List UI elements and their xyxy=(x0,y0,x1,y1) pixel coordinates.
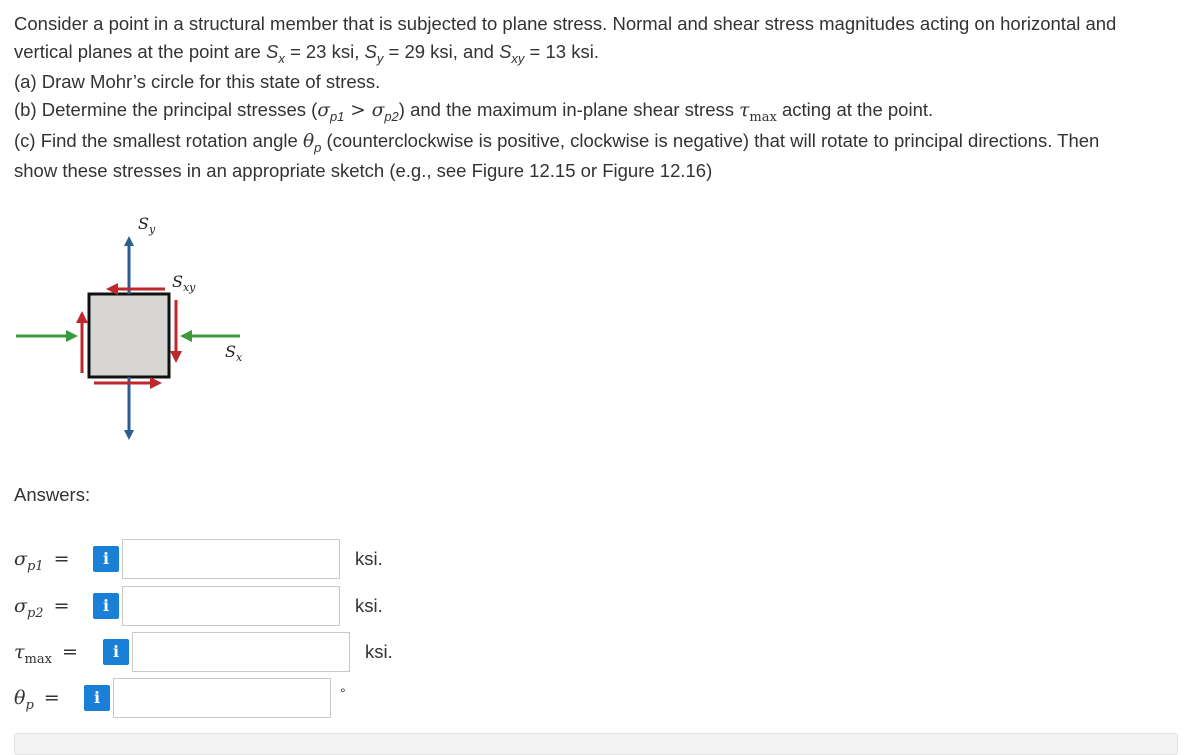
theta-symbol: θ xyxy=(302,131,315,152)
problem-line-2 xyxy=(14,38,1179,68)
sigma-p2-subscript: p2 xyxy=(384,109,399,124)
sxy-value: = 13 ksi. xyxy=(524,41,599,62)
part-b-text-1: (b) Determine the principal stresses ( xyxy=(14,99,318,120)
part-c-text-1: (c) Find the smallest rotation angle xyxy=(14,130,303,151)
tau-symbol: τ xyxy=(739,100,750,121)
stress-element-square xyxy=(89,294,169,377)
theta-p-label: $\theta_p$ = xyxy=(14,687,60,713)
sx-value: = 23 ksi, xyxy=(284,41,365,62)
greater-than: > xyxy=(344,100,372,121)
info-button-theta-p[interactable]: i xyxy=(84,685,110,711)
sx-symbol: S xyxy=(265,41,279,62)
part-b-text-3: acting at the point. xyxy=(776,99,934,120)
sy-symbol: S xyxy=(364,41,377,62)
line2-text: vertical planes at the point are xyxy=(14,41,266,62)
sigma-p2-label: $\sigma_{p2}$ = xyxy=(14,595,70,621)
sigma-p1-input[interactable] xyxy=(122,539,340,579)
label-sx: $S_x$ xyxy=(225,342,243,364)
label-sxy: $S_{xy}$ xyxy=(172,272,196,294)
info-button-sigma-p2[interactable]: i xyxy=(93,593,119,619)
info-button-tau-max[interactable]: i xyxy=(103,639,129,665)
answer-row-tau-max xyxy=(14,632,434,672)
part-a: (a) Draw Mohr’s circle for this state of stress. xyxy=(14,71,381,92)
problem-line-1: Consider a point in a structural member that is subjected to plane stress. Normal and shear stress magnitudes acting on horizontal and xyxy=(14,13,1117,34)
tau-subscript: max xyxy=(749,110,777,125)
label-sy: $S_y$ xyxy=(138,214,156,236)
tau-max-unit: ksi. xyxy=(365,641,393,662)
part-b-text-2: ) and the maximum in-plane shear stress xyxy=(398,99,740,120)
part-b xyxy=(14,96,1179,127)
answer-row-sigma-p2 xyxy=(14,586,434,626)
answer-row-sigma-p1 xyxy=(14,539,434,579)
answer-row-theta-p xyxy=(14,678,434,718)
sigma-p2-unit: ksi. xyxy=(355,595,383,616)
tau-max-input[interactable] xyxy=(132,632,350,672)
theta-p-unit: ° xyxy=(340,685,346,701)
problem-statement xyxy=(14,10,1179,185)
sxy-symbol: S xyxy=(499,41,512,62)
sigma-p1-label: $\sigma_{p1}$ = xyxy=(14,548,70,574)
part-c-line-2: show these stresses in an appropriate sketch (e.g., see Figure 12.15 or Figure 12.16) xyxy=(14,160,713,181)
sigma-p1-subscript: p1 xyxy=(329,109,345,124)
sy-subscript: y xyxy=(376,51,384,66)
sigma-p1-symbol: σ xyxy=(317,100,330,121)
answers-label: Answers: xyxy=(14,484,91,505)
sxy-subscript: xy xyxy=(511,51,525,66)
sigma-p1-unit: ksi. xyxy=(355,548,383,569)
theta-p-input[interactable] xyxy=(113,678,331,718)
sx-subscript: x xyxy=(278,51,285,66)
theta-subscript: p xyxy=(314,140,322,155)
part-c-text-2: (counterclockwise is positive, clockwise is negative) that will rotate to principal directions. Then xyxy=(321,130,1100,151)
sigma-p2-symbol: σ xyxy=(371,100,385,121)
sy-value: = 29 ksi, and xyxy=(383,41,500,62)
stress-element-figure xyxy=(12,205,262,460)
part-c xyxy=(14,127,1179,157)
bottom-panel xyxy=(14,733,1178,755)
stress-element-svg xyxy=(12,205,262,460)
sigma-p2-input[interactable] xyxy=(122,586,340,626)
tau-max-label: $\tau_{max}$ = xyxy=(14,641,78,667)
info-button-sigma-p1[interactable]: i xyxy=(93,546,119,572)
